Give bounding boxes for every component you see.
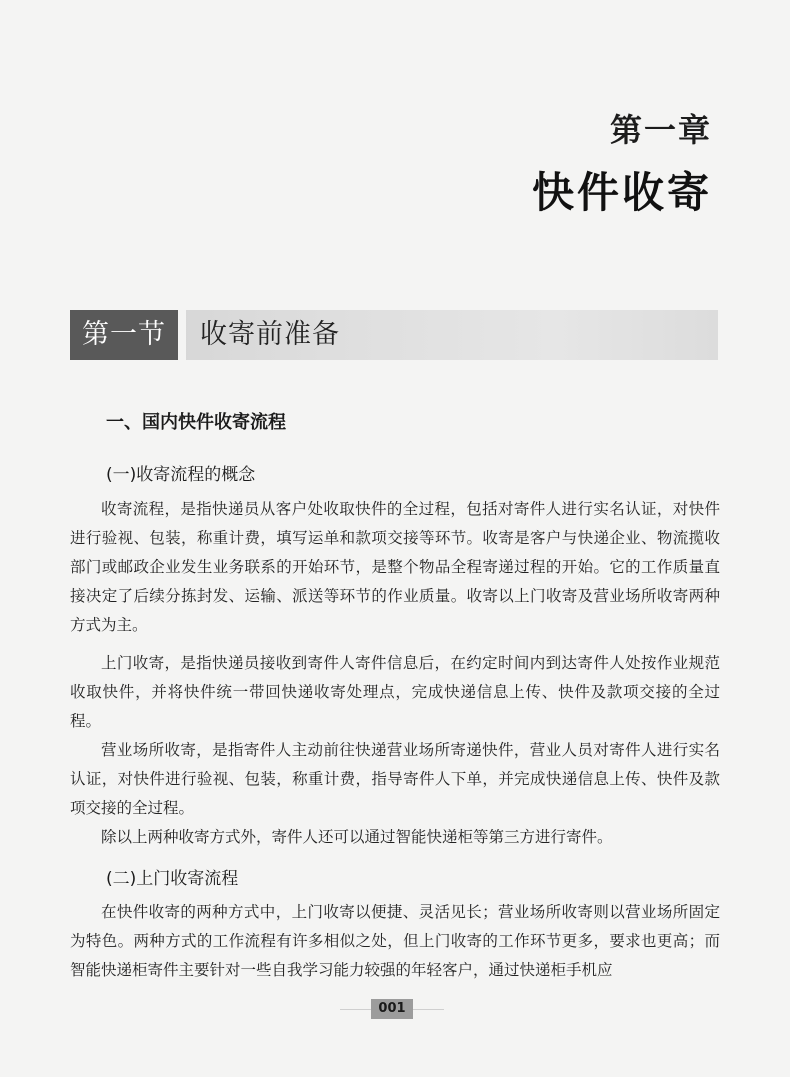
section-divider <box>178 310 186 360</box>
paragraph: 上门收寄，是指快递员接收到寄件人寄件信息后，在约定时间内到达寄件人处按作业规范收取快件，并将快件统一带回快递收寄处理点，完成快递信息上传、快件及款项交接的全过程。 <box>70 654 720 730</box>
section-title: 收寄前准备 <box>200 319 340 350</box>
heading-domestic-process: 一、国内快件收寄流程 <box>106 412 286 433</box>
section-label: 第一节 <box>70 310 178 360</box>
chapter-title: 快件收寄 <box>531 168 712 217</box>
section-header-bar <box>70 310 718 360</box>
chapter-number: 第一章 <box>609 111 712 149</box>
subsection-heading-2: (二)上门收寄流程 <box>106 869 239 889</box>
paragraph: 营业场所收寄，是指寄件人主动前往快递营业场所寄递快件，营业人员对寄件人进行实名认证，对快件进行验视、包装，称重计费，指导寄件人下单，并完成快递信息上传、快件及款项交接的全过程。 <box>70 741 720 817</box>
paragraph: 在快件收寄的两种方式中，上门收寄以便捷、灵活见长；营业场所收寄则以营业场所固定为特色。两种方式的工作流程有许多相似之处，但上门收寄的工作环节更多，要求也更高；而智能快递柜寄件主要针对一些自我学习能力较强的年轻客户，通过快递柜手机应 <box>70 903 720 979</box>
paragraph: 除以上两种收寄方式外，寄件人还可以通过智能快递柜等第三方进行寄件。 <box>101 828 613 846</box>
subsection-heading-1: (一)收寄流程的概念 <box>106 465 256 485</box>
page-number: 001 <box>371 999 413 1019</box>
paragraph: 收寄流程，是指快递员从客户处收取快件的全过程，包括对寄件人进行实名认证，对快件进行验视、包装，称重计费，填写运单和款项交接等环节。收寄是客户与快递企业、物流揽收部门或邮政企业发生业务联系的开始环节，是整个物品全程寄递过程的开始。它的工作质量直接决定了后续分拣封发、运输、派送等环节的作业质量。收寄以上门收寄及营业场所收寄两种方式为主。 <box>70 500 720 634</box>
